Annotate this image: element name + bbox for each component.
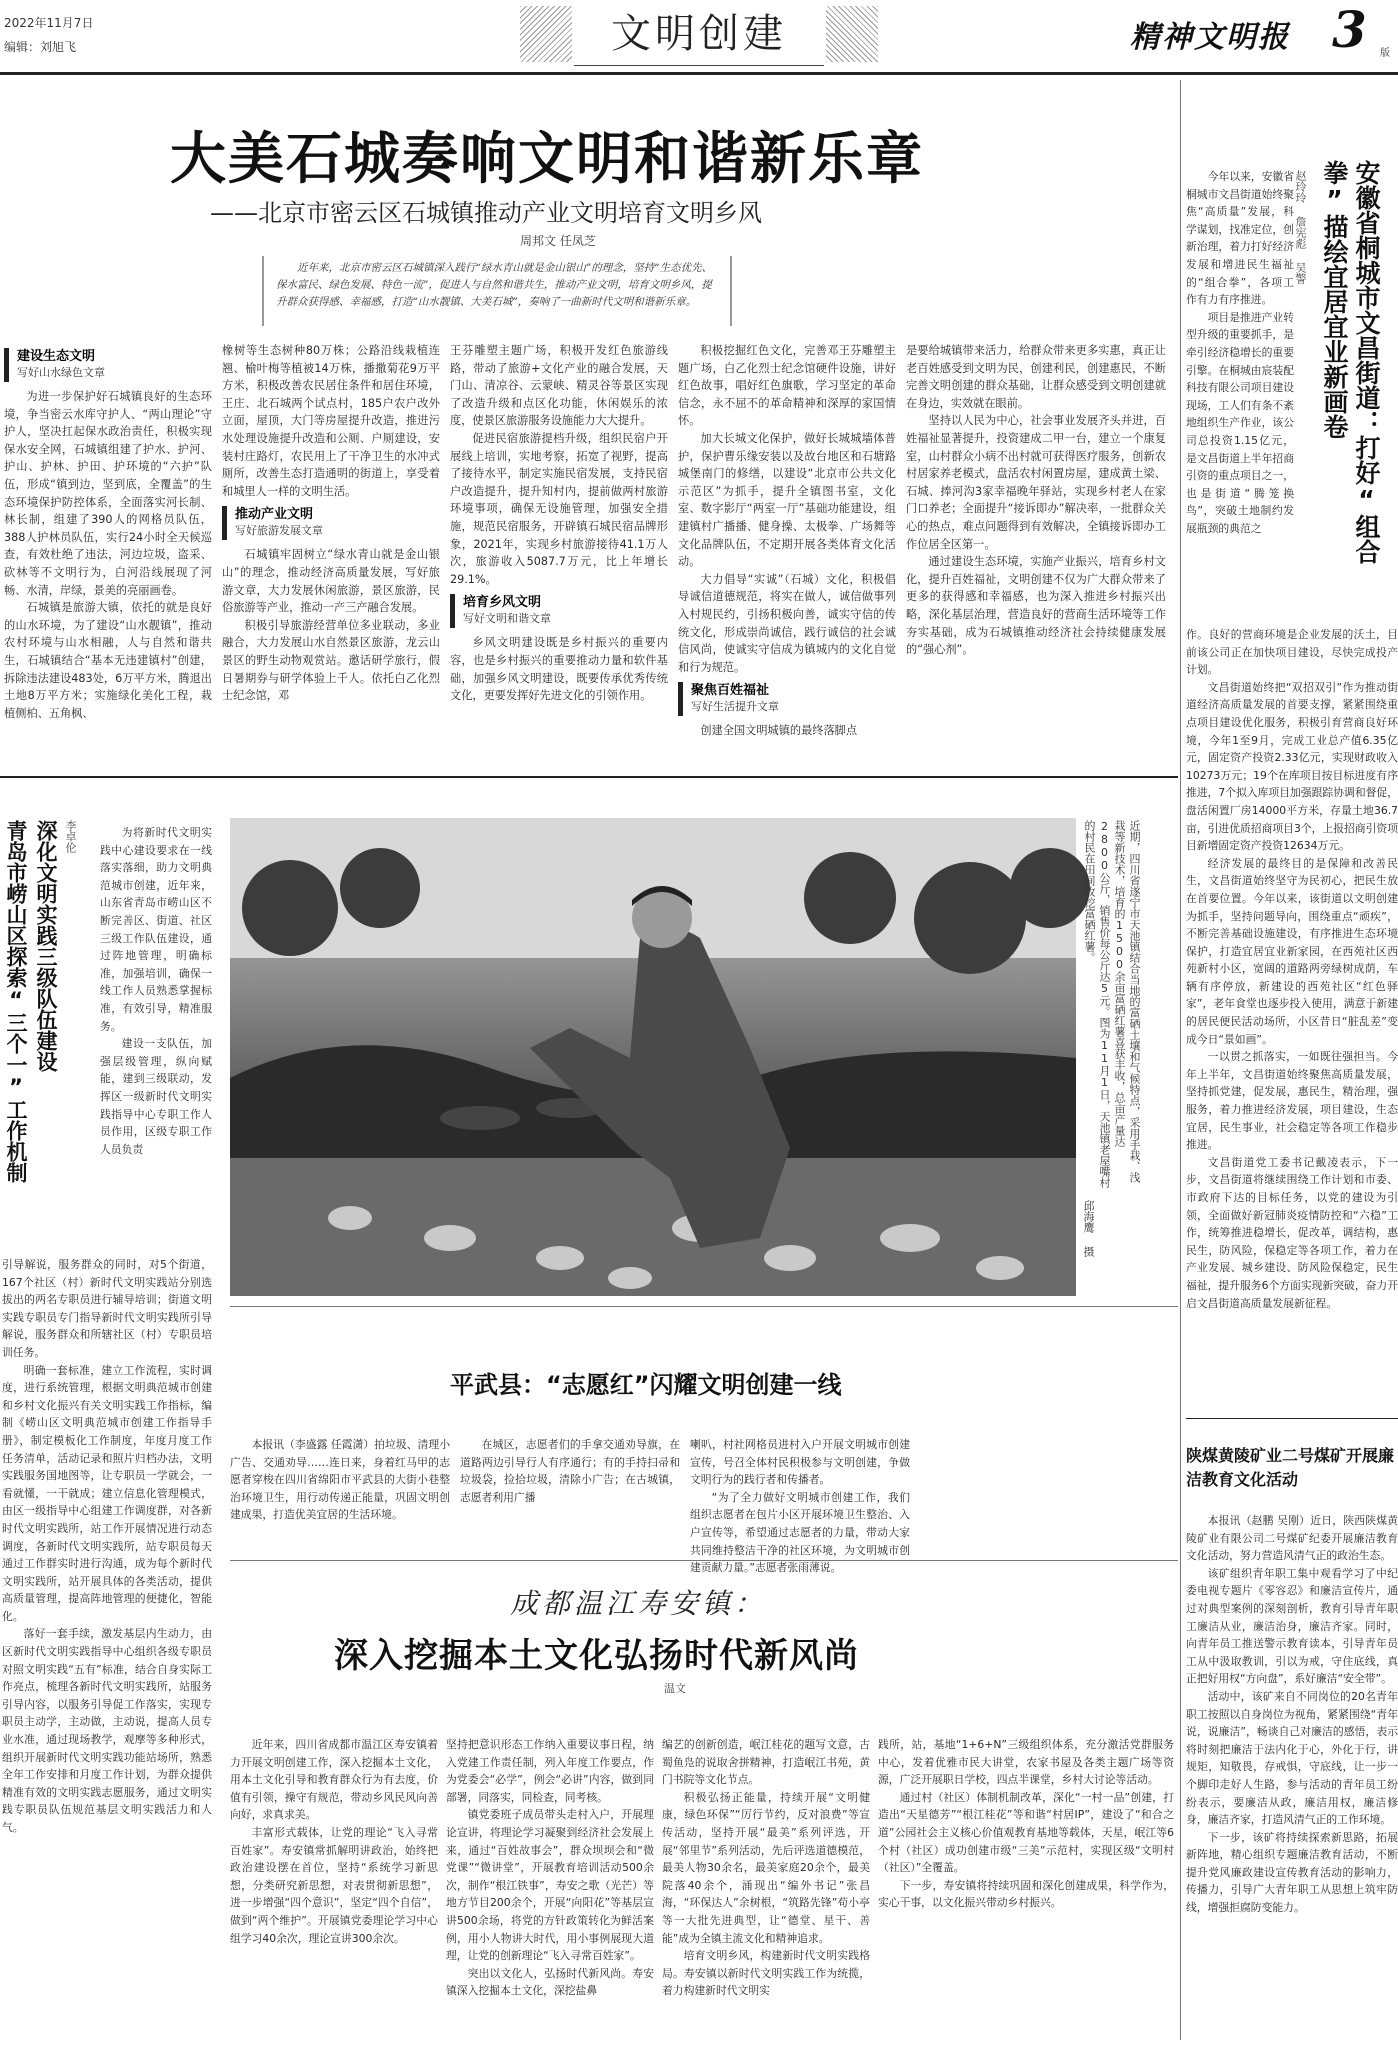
section-ecology [4, 348, 212, 382]
paragraph: 为进一步保护好石城镇良好的生态环境，争当密云水库守护人、“两山理论”守护人，坚决扛起保水政治责任，积极实现保水安全网，石城镇组建了护水、护河、护山、护林、护田、护环境的“六护”队伍，形成“镇到边，坚到底，全覆盖”的生态环境保护防控体系，全面落实河长制、林长制，组建了390人的网格员队伍，388人护林员队伍，实行24小时全天候巡查，有效杜绝了违法，河边垃圾，盗采、砍林等不文明行为，白河沿线展现了河畅、水清，岸绿，景美的亮丽画卷。 [4, 390, 212, 597]
qingdao-text-top [100, 824, 212, 1252]
main-column-1 [4, 342, 212, 774]
section-subtitle: 写好生活提升文章 [691, 700, 779, 714]
main-column-5 [906, 342, 1166, 774]
section-banner [574, 2, 824, 66]
paper-name: 精神文明报 [1130, 20, 1290, 55]
sweet-potato-photo [230, 818, 1076, 1296]
paragraph: 建设一支队伍，加强层级管理，纵向赋能，建到三级联动，发挥区一级新时代文明实践指导中心专职工作人员作用，区级专职工作人员负责 [100, 1037, 212, 1156]
paragraph: 为将新时代文明实践中心建设要求在一线落实落细，助力文明典范城市创建，近年来，山东省青岛市崂山区不断完善区、街道、社区三级工作队伍建设，通过阵地管理，明确标准，加强培训，确保一线工作人员熟悉掌握标准，有效引导，精准服务。 [100, 826, 212, 1033]
shaanxi-text [1186, 1512, 1398, 2042]
paragraph: 经济发展的最终目的是保障和改善民生，文昌街道始终坚守为民初心，把民生放在首要位置。今年以来，该街道以文明创建为抓手，坚持问题导向，围绕重点“顽疾”，不断完善基础设施建设，有序推进生态环境保护，打造宜居宜业新家园，在西苑社区西苑新村小区，宽阔的道路两旁绿树成荫，车辆有序停放，新建设的西苑社区“红色驿家”，老年食堂也逐步投入使用，满意于新建的居民便民活动场所，小区昔日“脏乱差”变成今日“景如画”。 [1186, 856, 1398, 1046]
main-column-4 [678, 342, 896, 774]
section-title: 培育乡风文明 [463, 595, 542, 611]
paragraph: 本报讯（李盛露 任霞潇）拍垃圾、清理小广告、交通劝导……连日来，身着红马甲的志愿者穿梭在四川省绵阳市平武县的大街小巷整治环境卫生，用行动传递正能量，巩固文明创建成果，打造优美宜居的生活环境。 [230, 1438, 450, 1522]
issue-date: 2022年11月7日 [4, 16, 94, 30]
qingdao-headline-2: 深化文明实践三级队伍建设 [34, 820, 58, 1072]
paragraph: 积极弘扬正能量，持续开展“文明健康，绿色环保”“厉行节约，反对浪费”等宣传活动，坚持开展“最美”系列评选，开展“邻里节”系列活动，先后评选道德模范，最美人物30余名，最美家庭20余个，最美院落40余个，涌现出“编外书记”张昌海，“环保达人”余树根，“筑路先锋”苟小亭等一大批先进典型，让“德堂、星干、善能”成为全镇主流文化和精神追求。 [662, 1790, 870, 1945]
chengdu-byline: 温文 [664, 1682, 686, 1695]
anhui-headline: 安徽省桐城市文昌街道：打好“组合拳”描绘宜居宜业新画卷 [1320, 160, 1381, 564]
main-story [0, 80, 1180, 780]
divider-right-column [1180, 80, 1181, 2040]
chengdu-headline-2: 深入挖掘本土文化弘扬时代新风尚 [334, 1636, 859, 1676]
section-title: 文明创建 [611, 11, 787, 57]
anhui-text-top [1186, 168, 1294, 624]
paragraph: 积极引导旅游经营单位多业联动，多业融合，大力发展山水自然景区旅游，龙云山景区的野生动物观赏站。邀话研学旅行，假日暑期券与研学体验上千人。依托白乙化烈士纪念馆，邓 [222, 618, 440, 703]
paragraph: 促进民宿旅游提档升级，组织民宿户开展线上培训，实地考察，拓宽了视野，提高了接待水平，制定实施民宿发展，支持民宿户改造提升，提升知村内，提前做两村旅游环境事项，确保无设施管理，加强安全措施，规范民宿服务，开辟镇石城民宿品牌形象，2021年，实现乡村旅游接待41.1万人次，旅游收入5087.7万元，比上年增长29.1%。 [450, 431, 668, 586]
paragraph: 突出以文化人，弘扬时代新风尚。寿安镇深入挖掘本土文化，深挖盐鼻 [446, 1966, 654, 1998]
paragraph: 近年来，四川省成都市温江区寿安镇着力开展文明创建工作，深入挖掘本土文化，用本土文化引导和教育群众行为有去度，价值有引领，操守有规范，带动乡风民风向善向好，求真求美。 [230, 1738, 438, 1822]
shaanxi-headline: 陕煤黄陵矿业二号煤矿开展廉洁教育文化活动 [1186, 1446, 1395, 1489]
paragraph: 通过建设生态环境，实施产业振兴，培育乡村文化，提升百姓福祉，文明创建不仅为广大群众带来了更多的获得感和幸福感，也为深入推进乡村振兴出略，深化基层治理，营造良好的营商生活环境等工作夯实基础，成为石城镇推动经济社会持续健康发展的“强心剂”。 [906, 555, 1166, 657]
paragraph: 践所，站，基地“1+6+N”三级组织体系，充分激活党群服务中心，发着优雅市民大讲堂，农家书屋及各类主题广场等资源，广泛开展职日学校，四点半课堂，乡村大讨论等活动。 [878, 1738, 1174, 1787]
lead-text: 近年来，北京市密云区石城镇深入践行“绿水青山就是金山银山”的理念，坚持“生态优先、保水富民、绿色发展、特色一流”，促进人与自然和谐共生，推动产业文明，培育文明乡风，提升群众获得感、幸福感，打造“山水靓镇、大美石城”，奏响了一曲新时代文明和谐新乐章。 [276, 262, 713, 308]
header-ornament-left [520, 6, 572, 62]
paragraph: 大力倡导“实诚”（石城）文化，积极倡导诚信道德规范，将实在做人，诚信做事列入村规民约，引扬积极向善，诚实守信的传统文化，形成崇尚诚信，践行诚信的社会诚信风尚，使诚实守信成为镇城内的文化自觉和行为规范。 [678, 572, 896, 674]
anhui-text-bottom [1186, 626, 1398, 1474]
paragraph: 积极挖掘红色文化，完善邓王芬雕塑主题广场，白乙化烈士纪念馆硬件设施，讲好红色故事，唱好红色旗歌，学习坚定的革命信念，永不屈不的革命精神和深厚的家国情怀。 [678, 344, 896, 428]
divider-chengdu [230, 1560, 1178, 1561]
paragraph: 镇党委班子成员带头走村入户，开展理论宣讲，将理论学习凝聚到经济社会发展上来，通过“百姓故事会”，群众坝坝会和“微党课”“微讲堂”，开展教育培训活动500余次，制作“根江铁事”，寿安之歌（光芒）等地方节目200余个，开展“向阳花”等基层宣讲500余场，将党的方针政策转化为鲜活案例，用小人物讲大时代，用小事例展现大道理，让党的创新理论“飞入寻常百姓家”。 [446, 1808, 654, 1963]
pingwu-headline: 平武县：“志愿红”闪耀文明创建一线 [450, 1371, 842, 1399]
qingdao-byline: 李卓伦 [64, 820, 77, 853]
qingdao-text-bottom [2, 1256, 212, 2042]
chengdu-headline-1: 成都温江寿安镇： [510, 1587, 767, 1620]
main-subtitle: ——北京市密云区石城镇推动产业文明培育文明乡风 [210, 199, 762, 227]
section-title: 推动产业文明 [235, 507, 314, 523]
paragraph: 坚持以人民为中心，社会事业发展齐头并进，百姓福祉显著提升，投资建成二甲一台，建立一个康复室，山村群众小病不出村就可获得医疗服务，创新农村居家养老模式，盘活农村闲置房屋，建成黄土梁、石城、捧河沟3家幸福晚年驿站，实现乡村老人在家门口养老；全面提升“接诉即办”解决率，一批群众关心的热点，难点问题得到有效解决，全镇接诉即办工作位居全区第一。 [906, 414, 1166, 551]
paragraph: 编艺的创新创造，岷江桂花的题写文意，古蜀鱼凫的说取舍拼精神，打造岷江书苑，黄门书院等文化节点。 [662, 1738, 870, 1787]
paragraph: 石城镇是旅游大镇，依托的就是良好的山水环境，为了建设“山水靓镇”，推动农村环境与山水相融，人与自然和谐共生，石城镇结合“基本无违建镇村”创建，拆除违法建设483处，6万平方米，腾退出土地8万平方米；实施绿化美化工程，栽植侧柏、五角枫、 [4, 601, 212, 720]
divider-main-bottom [0, 776, 1178, 778]
photo-caption: 近期，四川省遂宁市天池镇结合当地的富硒土壤和气候特点，采用手栽、浅栽等新技术，培育的1500余亩富硒红薯喜获丰收，总亩产量达2800公斤，销售价每公斤达5元。图为11月1日，天池镇老屋嘴村的村民在田间收挖富硒红薯。 [1083, 820, 1141, 1188]
anhui-title [1318, 160, 1381, 590]
page-number: 3 [1332, 0, 1367, 59]
chengdu-col-4 [878, 1736, 1174, 2042]
pingwu-col-2 [460, 1436, 680, 1552]
section-industry [222, 506, 440, 540]
paragraph: 文昌街道党工委书记戴凌表示，下一步，文昌街道将继续围绕工作计划和市委、市政府下达的目标任务，以党的建设为引领，全面做好新冠肺炎疫情防控和“六稳”工作，统筹推进稳增长，促改革，调结构，惠民生，防风险，保稳定等各项工作，着力在产业发展、城乡建设、防风险保稳定，民生福祉，提升服务6个方面实现新突破，奋力开启文昌街道高质量发展新征程。 [1186, 1155, 1398, 1310]
paragraph: 乡风文明建设既是乡村振兴的重要内容，也是乡村振兴的重要推动力量和软件基础，加强乡风文明建设，既要传承优秀传统文化，更要发挥好先进文化的引领作用。 [450, 636, 668, 703]
paragraph: 喇叭，村社网格员进村入户开展文明城市创建宣传，号召全体村民积极参与文明创建，争做文明行为的践行者和传播者。 [690, 1438, 910, 1487]
main-byline: 周邦文 任凤芝 [520, 234, 596, 248]
section-welfare [678, 682, 896, 716]
paragraph: 项目是推进产业转型升级的重要抓手，是牵引经济稳增长的重要引擎。在桐城由宸装配科技有限公司项目建设现场，工人们有条不紊地组织生产作业，该公司总投资1.15亿元，是文昌街道上半年招商引资的重点项目之一，也是街道“腾笼换鸟”，突破土地制约发展瓶颈的典范之 [1186, 310, 1294, 535]
paragraph: 加大长城文化保护，做好长城城墙体普护，保护曹乐缘安装以及故台地区和石塘路城堡南门的修缮，以建设“北京市公共文化示范区”为抓手，提升全镇图书室，文化室、数字影厅“两室一厅”基础功能建设，组建镇村广播播、健身操、太极拳、广场舞等文化品牌队伍，不定期开展各类体育文化活动。 [678, 431, 896, 569]
photo-credit: 邱海鹰 摄 [1082, 1200, 1095, 1257]
paragraph: 坚持把意识形态工作纳入重要议事日程，纳入党建工作责任制，列入年度工作要点，作为党委会“必学”，例会“必讲”内容，做到同部署，同落实，同检查，同考核。 [446, 1738, 654, 1804]
header-ornament-right [826, 6, 878, 62]
paragraph: 文昌街道始终把“双招双引”作为推动街道经济高质量发展的首要支撑，紧紧围绕重点项目建设优化服务，积极引育营商良好环境，今年1至9月，完成工业总产值6.35亿元，固定资产投资2.33亿元，实现财政收入10273万元；19个在库项目按目标进度有序推进，7个拟入库项目加强跟踪协调和督促，盘活闲置厂房14000平方米，存量土地36.7亩，引进优质招商项目3个，上报招商引资项目新增固定资产投资12634万元。 [1186, 680, 1398, 853]
paragraph: 是要给城镇带来活力，给群众带来更多实惠，真正让老百姓感受到文明为民，创建利民，创建惠民，不断完善文明创建的群众基础，让群众感受到文明创建就在身边，实效就在眼前。 [906, 344, 1166, 410]
paragraph: 通过村（社区）体制机制改革，深化“一村一品”创建，打造出“天星德芳”“根江桂花”等和谐“村居IP”，建设了“和合之道”公园社会主义核心价值观教育基地等载体，天星，岷江等6个村（社区）成功创建市级“三美”示范村，实现区级“文明村（社区）”全覆盖。 [878, 1790, 1174, 1875]
paragraph: 橡树等生态树种80万株；公路沿线栽植连翘、榆叶梅等植被14万株，播撒菊花9万平方米，积极改善农民居住条件和居住环境，王庄、北石城两个试点村，185户农户改外立面，屋顶，大门等房屋提升改造，推进污水处理设施提升改造和公厕、户厕建设，安装村庄路灯，农民用上了干净卫生的水冲式厕所，改善生态打造通明的街道上，享受着和城里人一样的文明生活。 [222, 344, 440, 498]
main-column-2 [222, 342, 440, 774]
section-marker [4, 348, 9, 382]
main-title: 大美石城奏响文明和谐新乐章 [170, 127, 924, 192]
section-subtitle: 写好旅游发展文章 [235, 524, 323, 538]
section-marker [450, 594, 455, 628]
paragraph: 丰富形式载体，让党的理论“飞入寻常百姓家”。寿安镇常抓解明讲政治，始终把政治建设摆在首位，坚持“系统学习新思想，分类研究新思想，对表贯彻新思想”，进一步增强“四个意识”，坚定“四个自信”，做到“两个维护”。开展镇党委理论学习中心组学习40余次，理论宣讲300余次。 [230, 1825, 438, 1945]
paragraph: 明确一套标准，建立工作流程，实时调度，进行系统管理，根据文明典范城市创建和乡村文化振兴有关文明实践工作指标，编制《崂山区文明典范城市创建工作指导手册》，制定模板化工作制度，年度月度工作任务清单，活动记录和照片归档办法，文明实践服务国地图等，让专职员一学就会，一看就懂，一干就成；建立信息化管理模式，由区一级指导中心组建工作调度群，对各新时代文明实践所，站工作开展情况进行动态调度，各新时代文明实践所，站专职员每天通过工作群实时进行沟通，成为每个新时代文明实践所，站开展具体的各类活动，提供高质量管理，提高阵地管理的便捷化，智能化。 [2, 1363, 212, 1623]
chengdu-col-3 [662, 1736, 870, 2042]
paragraph: 石城镇牢固树立“绿水青山就是金山银山”的理念，推动经济高质量发展，写好旅游文章，大力发展休闲旅游，景区旅游，民俗旅游等产业，推动一产三产融合发展。 [222, 548, 440, 615]
paragraph: 在城区，志愿者们的手拿交通劝导旗，在道路两边引导行人有序通行；有的手持扫帚和垃圾袋，捡拾垃圾，清除小广告；在古城镇，志愿者利用广播 [460, 1438, 680, 1504]
section-title: 建设生态文明 [17, 349, 96, 364]
paragraph: 活动中，该矿来自不同岗位的20名青年职工按照以自身岗位为视角，紧紧围绕“青年说，说廉洁”，畅谈自己对廉洁的感悟，表示将时刻把廉洁于法内化于心，外化于行，讲规矩，知敬畏，存戒惧，守底线，让一步一个脚印走好人生路，参与活动的青年员工纷纷表示，要廉洁从政，廉洁用权，廉洁修身，廉洁齐家，打造风清气正的工作环境。 [1186, 1689, 1398, 1827]
chengdu-col-1 [230, 1736, 438, 2042]
section-marker [678, 682, 683, 716]
divider-pingwu [230, 1306, 1178, 1307]
page-header [0, 0, 1398, 80]
section-title: 聚焦百姓福祉 [691, 683, 770, 699]
anhui-byline: 赵玲玲 詹宪彪 吴警 [1294, 170, 1307, 284]
section-culture [450, 594, 668, 628]
paragraph: 作。良好的营商环境是企业发展的沃土，目前该公司正在加快项目建设，尽快完成投产计划。 [1186, 628, 1398, 677]
page-suffix: 版 [1380, 48, 1390, 59]
paragraph: 该矿组织青年职工集中观看学习了中纪委电视专题片《零容忍》和廉洁宣传片，通过对典型案例的深刻剖析，教育引导青年职工廉洁从业，廉洁治身，廉洁齐家。同时，向青年员工推送警示教育读本，引导青年员工从中汲取教训，引以为戒，守住底线，真正把好用权“方向盘”，系好廉洁“安全带”。 [1186, 1566, 1398, 1686]
paragraph: 培育文明乡风，构建新时代文明实践格局。寿安镇以新时代文明实践工作为统揽，着力构建新时代文明实 [662, 1949, 870, 1998]
photo-illustration [230, 818, 1076, 1296]
paragraph: 一以贯之抓落实，一如既往强担当。今年上半年，文昌街道始终聚焦高质量发展，坚持抓党建，促发展，惠民生，精治理，强服务，着力推进经济发展，项目建设，生态宜居，民生事业，社会稳定等各项工作稳步推进。 [1186, 1050, 1398, 1152]
paragraph: 王芬雕塑主题广场，积极开发红色旅游线路，带动了旅游+文化产业的融合发展，天门山、清凉谷、云蒙峡、精灵谷等景区实现了改造升级和点区化功能，休闲娱乐的浓度，使景区旅游服务设施能力大大提升。 [450, 344, 668, 428]
lead-box [262, 256, 732, 326]
qingdao-headline: 青岛市崂山区探索“三个一”工作机制 [4, 820, 28, 1183]
paragraph: “为了全力做好文明城市创建工作，我们组织志愿者在包片小区开展环境卫生整治、入户宣传等，希望通过志愿者的力量，带动大家共同维持整洁干净的社区环境，为文明城市创建贡献力量。”志愿者张雨薄说。 [690, 1490, 910, 1575]
paragraph: 落好一套手续，激发基层内生动力，由区新时代文明实践指导中心组织各级专职员对照文明实践“五有”标准，结合自身实际工作亮点，梳理各新时代文明实践所，站服务引导内容，以服务引导促工作落实，实现专职员主动学，主动做，主动说，提高人员专业水准，通过现场教学，观摩等多种形式，组织开展新时代文明实践功能站场所，熟悉全年工作安排和月度工作计划，为群众提供精准有效的文明实践志愿服务，通过文明实践专职员队伍规范基层文明实践活力和人气。 [2, 1627, 212, 1834]
section-subtitle: 写好山水绿色文章 [17, 366, 105, 379]
editor-credit: 编辑：刘旭飞 [4, 40, 77, 54]
header-rule [0, 72, 1398, 75]
paragraph: 下一步，寿安镇将持续巩固和深化创建成果，科学作为，实心干事，以文化振兴带动乡村振兴。 [878, 1878, 1174, 1910]
paragraph: 本报讯（赵鹏 吴刚）近日，陕西陕煤黄陵矿业有限公司二号煤矿纪委开展廉洁教育文化活动，努力营造风清气正的政治生态。 [1186, 1514, 1398, 1563]
paragraph: 引导解说，服务群众的同时，对5个街道，167个社区（村）新时代文明实践站分别选拔出的两名专职员进行辅导培训；街道文明实践专职员专门指导新时代文明实践所引导解说，服务群众和所辖社区（村）专职员培训任务。 [2, 1258, 212, 1359]
paragraph: 下一步，该矿将持续探索新思路，拓展新阵地，精心组织专题廉洁教育活动，不断提升党风廉政建设宣传教育活动的影响力，传播力，引导广大青年职工从思想上筑牢防线，增强拒腐防变能力。 [1186, 1830, 1398, 1915]
section-subtitle: 写好文明和谐文章 [463, 612, 551, 626]
main-column-3 [450, 342, 668, 774]
paragraph: 创建全国文明城镇的最终落脚点 [700, 724, 858, 738]
section-marker [222, 506, 227, 540]
chengdu-col-2 [446, 1736, 654, 2042]
divider-shaanxi [1186, 1418, 1398, 1419]
paragraph: 今年以来，安徽省桐城市文昌街道始终聚焦“高质量”发展，科学谋划，找准定位，创新治理，着力打好经济发展和增进民生福祉的“组合拳”，各项工作有力有序推进。 [1186, 170, 1294, 307]
pingwu-col-1 [230, 1436, 450, 1552]
pingwu-col-3 [690, 1436, 910, 1575]
